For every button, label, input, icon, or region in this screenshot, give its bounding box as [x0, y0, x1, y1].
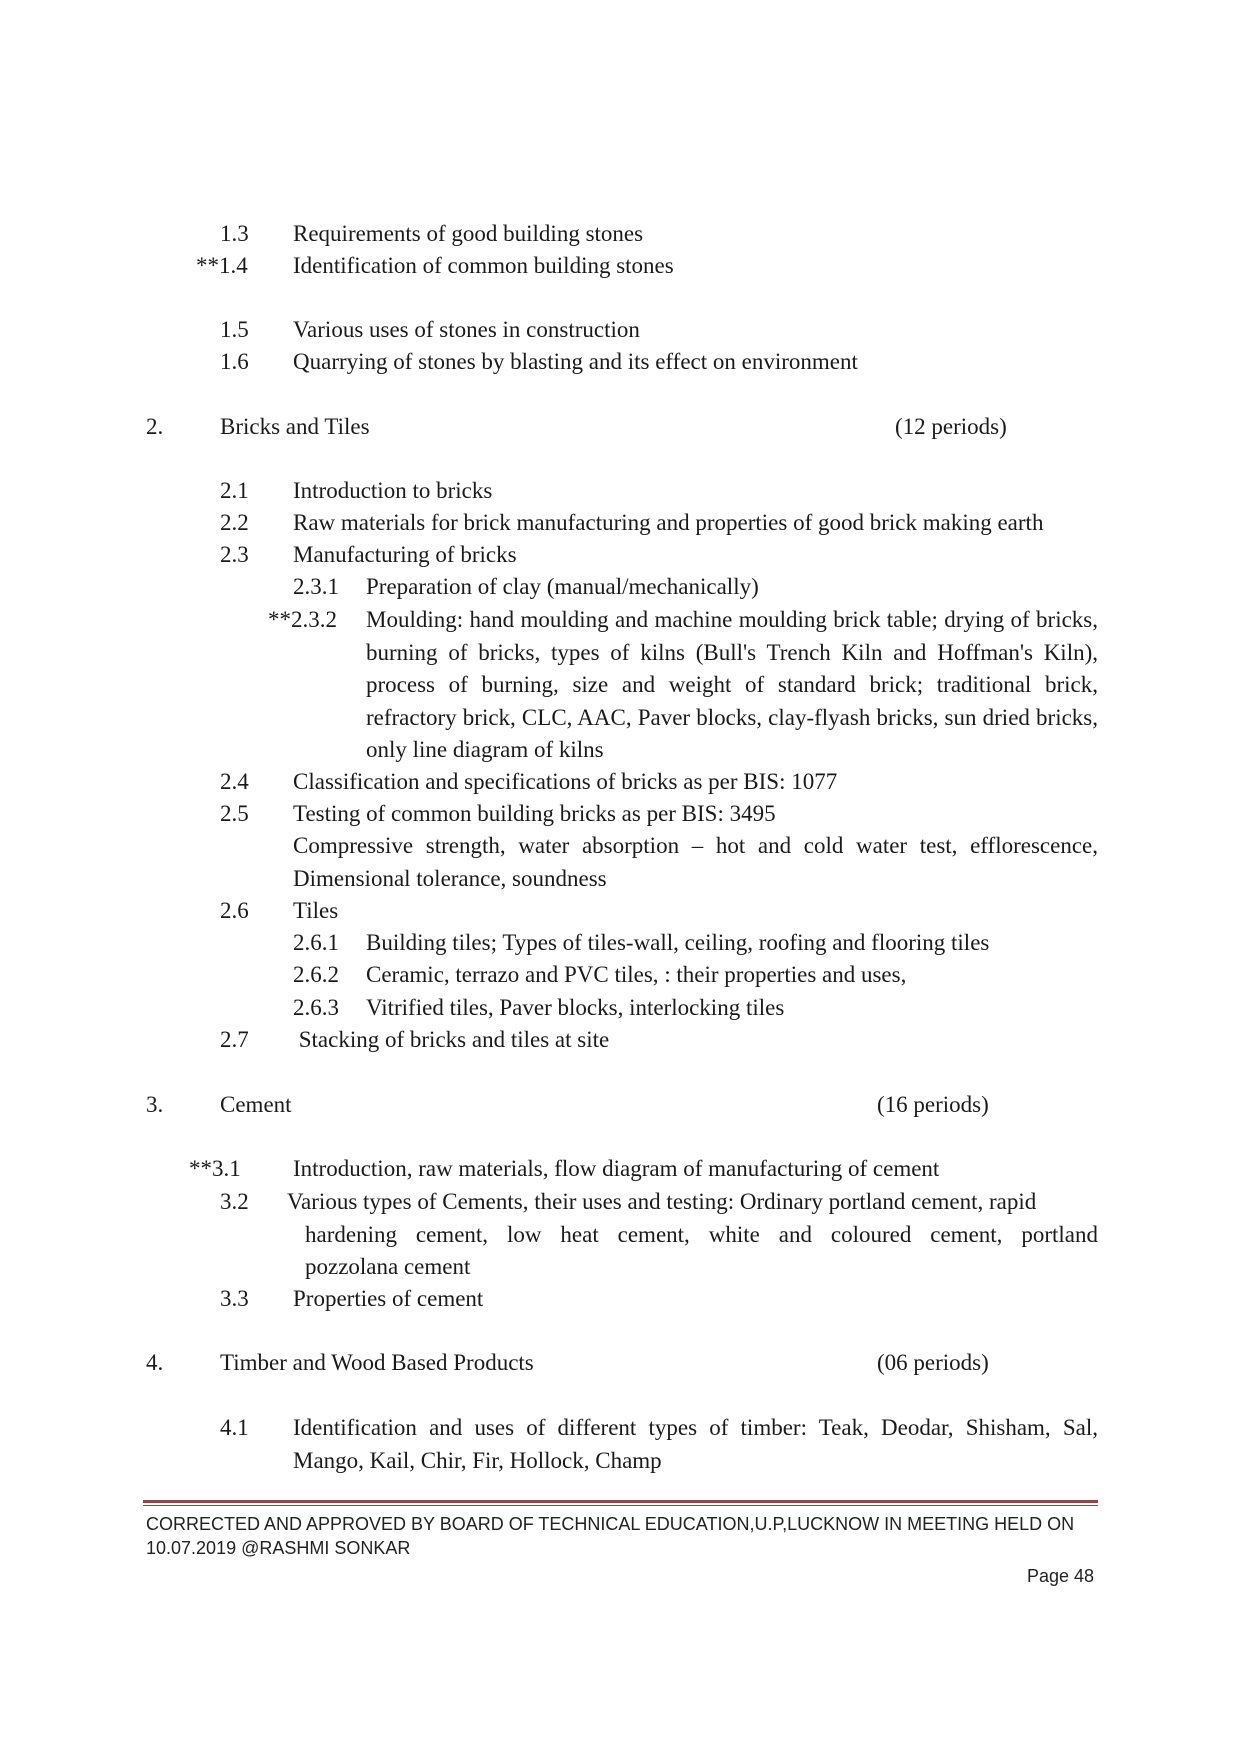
item-text: Vitrified tiles, Paver blocks, interlocking tiles	[366, 995, 785, 1020]
item-number: 3.2	[220, 1189, 249, 1214]
item-number: **3.1	[189, 1156, 241, 1181]
item-number: 2.6.2	[293, 962, 339, 987]
item-text: Introduction, raw materials, flow diagram of manufacturing of cement	[293, 1156, 940, 1181]
item-number: **2.3.2	[268, 607, 337, 632]
item-number: 4.1	[220, 1415, 249, 1440]
item-text: Quarrying of stones by blasting and its effect on environment	[293, 349, 858, 374]
item-text: Raw materials for brick manufacturing and properties of good brick making earth	[293, 510, 1044, 535]
item-number: 2.3.1	[293, 574, 339, 599]
item-number: 2.1	[220, 478, 249, 503]
item-text: Introduction to bricks	[293, 478, 493, 503]
item-number: 2.3	[220, 542, 249, 567]
item-number: 2.5	[220, 801, 249, 826]
item-number: 2.6.3	[293, 995, 339, 1020]
item-number: 2.7	[220, 1027, 249, 1052]
item-number: 2.6.1	[293, 930, 339, 955]
item-number: 1.5	[220, 317, 249, 342]
item-text: Classification and specifications of bricks as per BIS: 1077	[293, 769, 838, 794]
item-text: Various uses of stones in construction	[293, 317, 640, 342]
item-number: 2.6	[220, 898, 249, 923]
item-text: Stacking of bricks and tiles at site	[293, 1027, 610, 1052]
section-number: 2.	[146, 414, 164, 439]
item-text: Ceramic, terrazo and PVC tiles, : their properties and uses,	[366, 962, 907, 987]
item-number: 2.4	[220, 769, 249, 794]
item-text: Various types of Cements, their uses and testing: Ordinary portland cement, rapid hardening cement, low heat cement, white and coloured cement, portland pozzolana cement	[287, 1189, 1098, 1279]
item-text: Identification and uses of different types of timber: Teak, Deodar, Shisham, Sal, Mango, Kail, Chir, Fir, Hollock, Champ	[293, 1415, 1098, 1473]
section-title: Cement	[220, 1092, 292, 1117]
item-number: 1.3	[220, 221, 249, 246]
section-number: 3.	[146, 1092, 164, 1117]
item-text: Requirements of good building stones	[293, 221, 644, 246]
section-title: Bricks and Tiles	[220, 414, 370, 439]
item-text: Properties of cement	[293, 1286, 484, 1311]
item-text: Moulding: hand moulding and machine moulding brick table; drying of bricks, burning of bricks, types of kilns (Bull's Trench Kiln and Hoffman's Kiln), process of burning, size and weight of standard brick; traditional brick, refractory brick, CLC, AAC, Paver blocks, clay-flyash bricks, sun dried bricks, only line diagram of kilns	[366, 607, 1098, 762]
item-text: Manufacturing of bricks	[293, 542, 517, 567]
section-periods: (06 periods)	[877, 1350, 989, 1375]
footer-approval-line: CORRECTED AND APPROVED BY BOARD OF TECHNICAL EDUCATION,U.P,LUCKNOW IN MEETING HELD ON	[146, 1514, 1075, 1534]
footer-author-line: 10.07.2019 @RASHMI SONKAR	[146, 1538, 411, 1558]
section-number: 4.	[146, 1350, 164, 1375]
item-text: Testing of common building bricks as per BIS: 3495	[293, 801, 776, 826]
item-text: Compressive strength, water absorption – hot and cold water test, efflorescence, Dimensional tolerance, soundness	[293, 833, 1098, 891]
page-number: Page 48	[1027, 1566, 1095, 1586]
item-text: Tiles	[293, 898, 339, 923]
item-text: Preparation of clay (manual/mechanically)	[366, 574, 759, 599]
section-title: Timber and Wood Based Products	[220, 1350, 534, 1375]
item-text: Identification of common building stones	[293, 253, 674, 278]
item-number: 1.6	[220, 349, 249, 374]
item-number: 2.2	[220, 510, 249, 535]
section-periods: (12 periods)	[895, 414, 1007, 439]
item-number: **1.4	[196, 253, 248, 278]
footer-rule-thick	[143, 1500, 1098, 1503]
item-text: Building tiles; Types of tiles-wall, ceiling, roofing and flooring tiles	[366, 930, 990, 955]
item-number: 3.3	[220, 1286, 249, 1311]
footer-rule-thin	[143, 1505, 1098, 1506]
section-periods: (16 periods)	[877, 1092, 989, 1117]
